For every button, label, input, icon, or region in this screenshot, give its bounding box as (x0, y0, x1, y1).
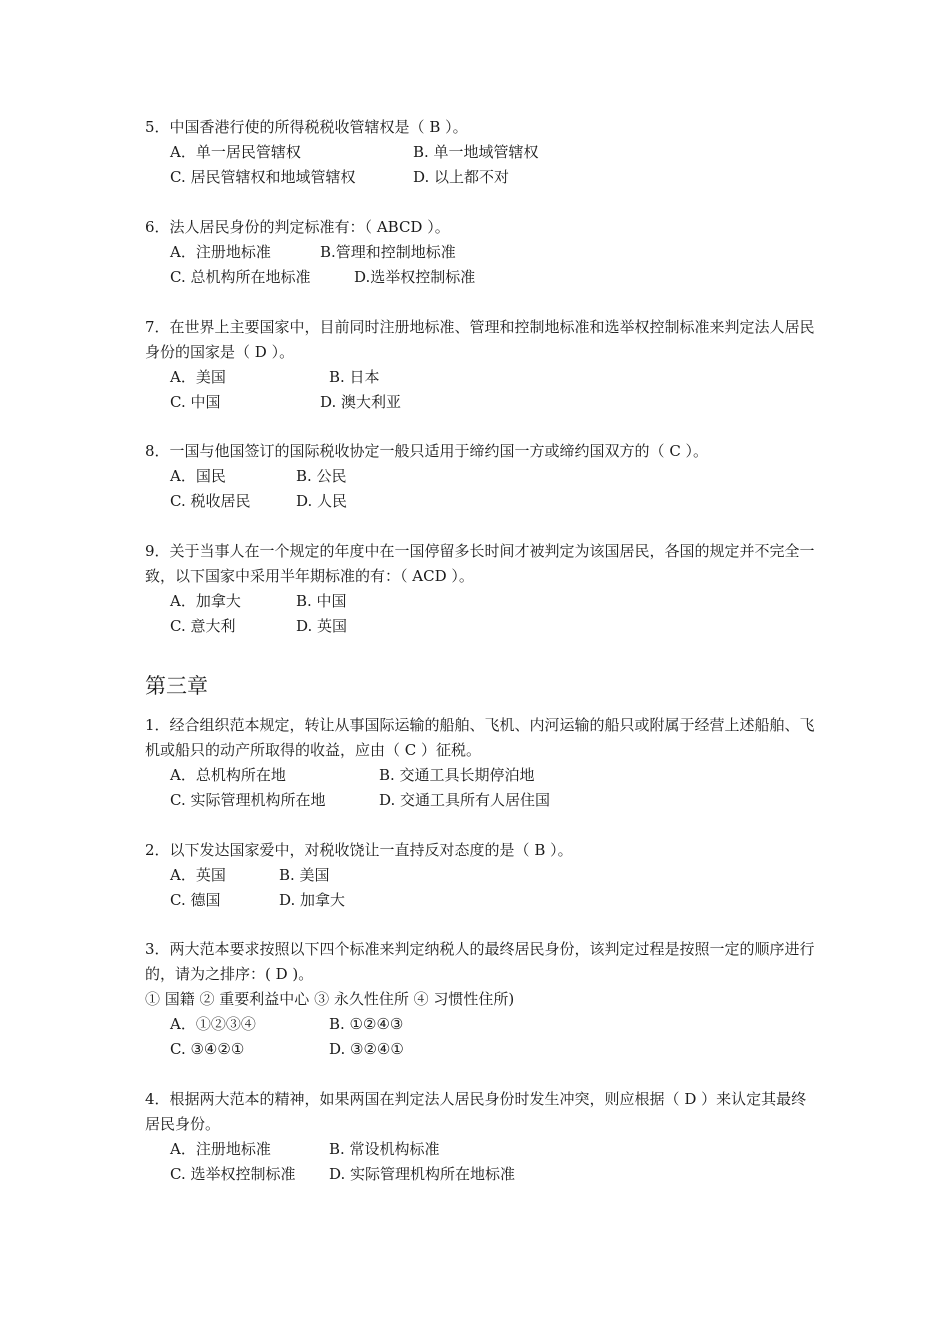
option-c: C. 意大利 (170, 617, 236, 635)
option-row (145, 888, 815, 913)
option-row (145, 1037, 815, 1062)
option-row (145, 489, 815, 514)
option-d: D. 加拿大 (279, 891, 346, 909)
option-d: D. 澳大利亚 (320, 393, 402, 411)
question-stem: 9．关于当事人在一个规定的年度中在一国停留多长时间才被判定为该国居民，各国的规定并不完全一致，以下国家中采用半年期标准的有：（ ACD ）。 (145, 542, 815, 585)
option-c: C. 中国 (170, 393, 221, 411)
option-row (145, 863, 815, 888)
question-stem: 5．中国香港行使的所得税税收管辖权是（ B ）。 (145, 118, 468, 136)
option-row (145, 240, 815, 265)
question-4 (145, 1087, 815, 1187)
question-1 (145, 713, 815, 813)
option-a: A．美国 (170, 368, 226, 386)
option-row (145, 614, 815, 639)
chapter-heading: 第三章 (145, 674, 208, 698)
option-b: B. ①②④③ (329, 1015, 404, 1033)
question-8 (145, 439, 815, 514)
option-d: D. 人民 (296, 492, 348, 510)
option-a: A．注册地标准 (170, 243, 271, 261)
option-c: C. 实际管理机构所在地 (170, 791, 326, 809)
question-stem: 6．法人居民身份的判定标准有：（ ABCD ）。 (145, 218, 450, 236)
option-c: C. ③④②① (170, 1040, 245, 1058)
question-stem: 3．两大范本要求按照以下四个标准来判定纳税人的最终居民身份，该判定过程是按照一定的顺序进行的，请为之排序：( D )。 (145, 940, 815, 983)
option-a: A．加拿大 (170, 592, 241, 610)
option-row (145, 1012, 815, 1037)
question-stem: 8．一国与他国签订的国际税收协定一般只适用于缔约国一方或缔约国双方的（ C ）。 (145, 442, 709, 460)
option-row (145, 140, 815, 165)
option-a: A．注册地标准 (170, 1140, 271, 1158)
option-d: D. 交通工具所有人居住国 (379, 791, 551, 809)
option-b: B. 常设机构标准 (329, 1140, 440, 1158)
option-row (145, 464, 815, 489)
question-6 (145, 215, 815, 290)
option-row (145, 390, 815, 415)
option-a: A．国民 (170, 467, 226, 485)
option-b: B.管理和控制地标准 (320, 243, 456, 261)
option-row (145, 589, 815, 614)
option-row (145, 365, 815, 390)
option-row (145, 165, 815, 190)
question-stem: 7．在世界上主要国家中，目前同时注册地标准、管理和控制地标准和选举权控制标准来判定法人居民身份的国家是（ D ）。 (145, 318, 815, 361)
option-b: B. 美国 (279, 866, 330, 884)
option-row (145, 1137, 815, 1162)
option-b: B. 日本 (329, 368, 380, 386)
question-stem: 2．以下发达国家爱中，对税收饶让一直持反对态度的是（ B ）。 (145, 841, 573, 859)
question-stem: 1．经合组织范本规定，转让从事国际运输的船舶、飞机、内河运输的船只或附属于经营上述船舶、飞机或船只的动产所取得的收益，应由（ C ）征税。 (145, 716, 815, 759)
question-3 (145, 937, 815, 1062)
option-c: C. 税收居民 (170, 492, 251, 510)
option-c: C. 总机构所在地标准 (170, 268, 311, 286)
option-b: B. 公民 (296, 467, 347, 485)
option-c: C. 德国 (170, 891, 221, 909)
option-c: C. 选举权控制标准 (170, 1165, 296, 1183)
question-9 (145, 539, 815, 639)
question-7 (145, 315, 815, 415)
option-b: B. 交通工具长期停泊地 (379, 766, 535, 784)
option-a: A．英国 (170, 866, 226, 884)
option-d: D. ③②④① (329, 1040, 404, 1058)
option-a: A．①②③④ (170, 1015, 256, 1033)
option-row (145, 788, 815, 813)
option-b: B. 中国 (296, 592, 347, 610)
option-d: D. 以上都不对 (413, 168, 510, 186)
option-d: D.选举权控制标准 (354, 268, 476, 286)
option-a: A．总机构所在地 (170, 766, 286, 784)
question-2 (145, 838, 815, 913)
option-row (145, 763, 815, 788)
question-stem: 4．根据两大范本的精神，如果两国在判定法人居民身份时发生冲突，则应根据（ D ）来认定其最终居民身份。 (145, 1090, 807, 1133)
option-a: A．单一居民管辖权 (170, 143, 301, 161)
option-d: D. 英国 (296, 617, 348, 635)
option-c: C. 居民管辖权和地域管辖权 (170, 168, 356, 186)
question-5 (145, 115, 815, 190)
option-d: D. 实际管理机构所在地标准 (329, 1165, 516, 1183)
option-row (145, 265, 815, 290)
option-b: B. 单一地域管辖权 (413, 143, 539, 161)
ranking-items: ① 国籍 ② 重要利益中心 ③ 永久性住所 ④ 习惯性住所) (145, 990, 515, 1008)
option-row (145, 1162, 815, 1187)
